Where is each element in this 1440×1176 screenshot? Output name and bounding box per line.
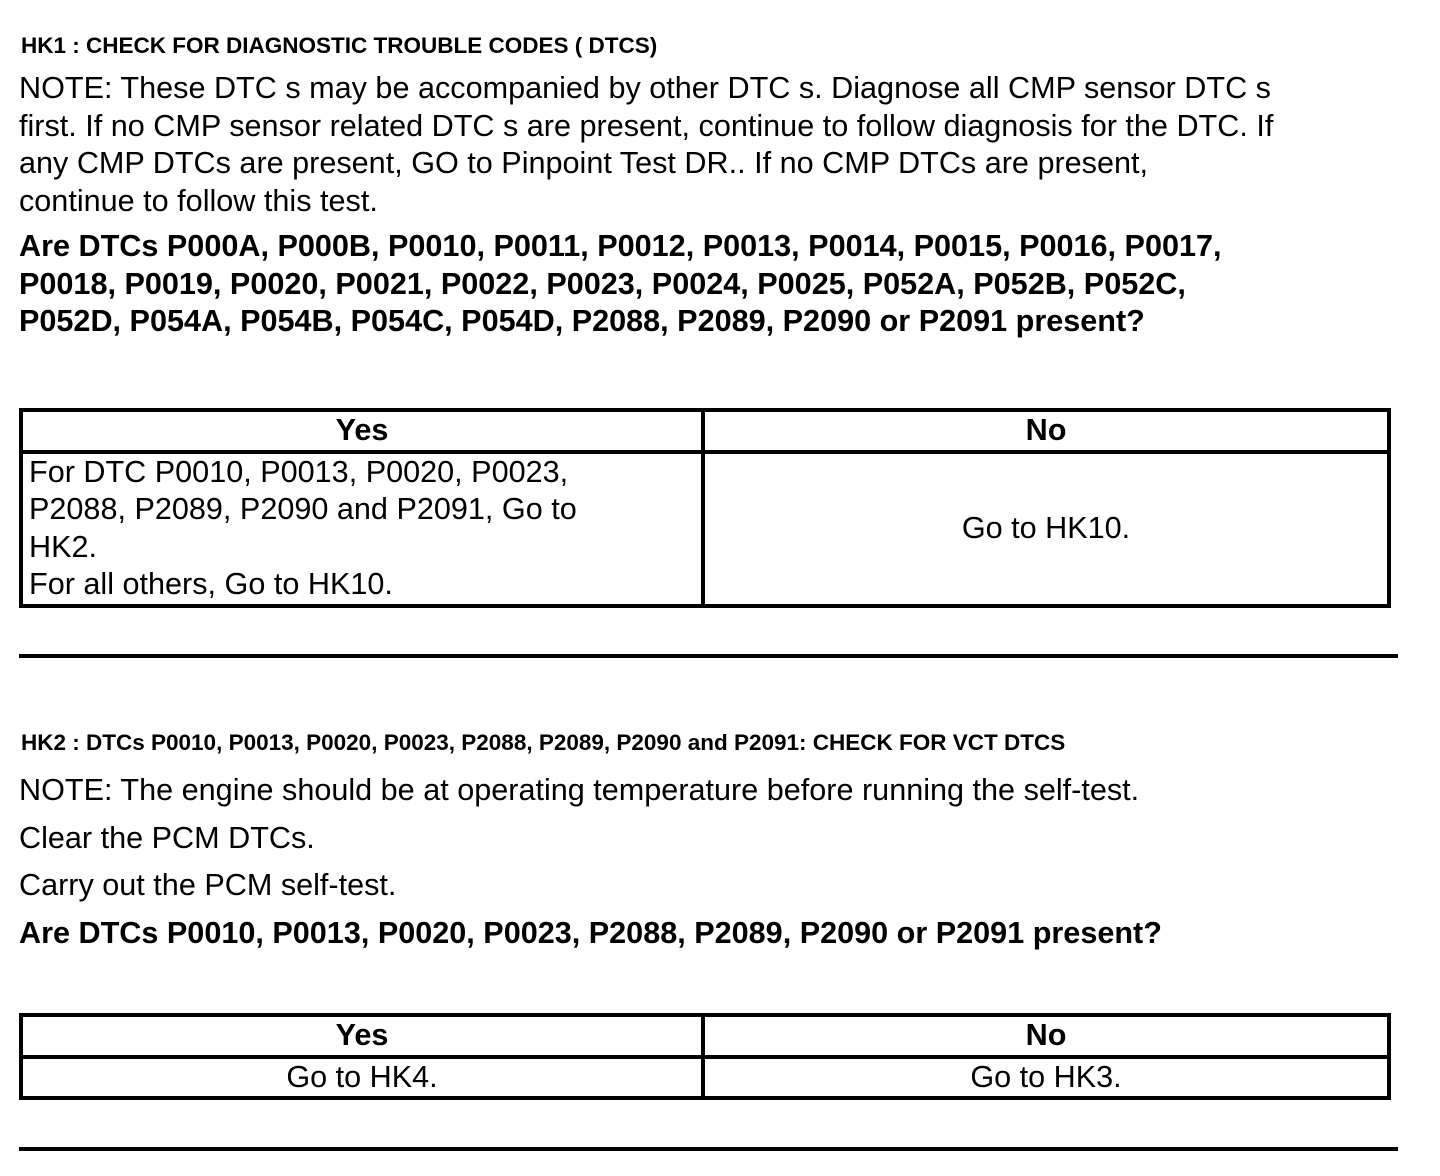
yes-no-table-hk2: [19, 1013, 1391, 1100]
yes-cell: Go to HK4.: [21, 1057, 703, 1099]
question-hk1: [19, 228, 1399, 341]
table-row: [21, 452, 1389, 606]
note-line: first. If no CMP sensor related DTC s are present, continue to follow diagnosis for the DTC. If: [19, 108, 1274, 143]
table-header-row: [21, 410, 1389, 452]
question-line: Are DTCs P000A, P000B, P0010, P0011, P0012, P0013, P0014, P0015, P0016, P0017,: [19, 229, 1222, 263]
no-header: No: [703, 1015, 1389, 1057]
yes-cell-line: P2088, P2089, P2090 and P2091, Go to: [29, 492, 577, 526]
instruction-line: Clear the PCM DTCs.: [19, 820, 315, 855]
step-hk2: [19, 727, 1399, 952]
no-cell: Go to HK10.: [703, 452, 1389, 606]
yes-cell-line: For all others, Go to HK10.: [29, 567, 393, 601]
yes-header: Yes: [21, 1015, 703, 1057]
yes-cell-line: For DTC P0010, P0013, P0020, P0023,: [29, 454, 569, 489]
no-cell: Go to HK3.: [703, 1057, 1389, 1099]
question-hk2: Are DTCs P0010, P0013, P0020, P0023, P2088, P2089, P2090 or P2091 present?: [19, 915, 1162, 950]
table-row: [21, 1057, 1389, 1099]
section-divider: [19, 654, 1398, 658]
section-divider: [19, 1147, 1398, 1151]
table-header-row: [21, 1015, 1389, 1057]
yes-header: Yes: [21, 410, 703, 452]
note-line: NOTE: These DTC s may be accompanied by other DTC s. Diagnose all CMP sensor DTC s: [19, 71, 1271, 105]
no-header: No: [703, 410, 1389, 452]
instruction-line: Carry out the PCM self-test.: [19, 868, 397, 902]
step-heading-hk1: HK1 : CHECK FOR DIAGNOSTIC TROUBLE CODES ( DTCS): [21, 33, 658, 58]
step-heading-hk2: HK2 : DTCs P0010, P0013, P0020, P0023, P2088, P2089, P2090 and P2091: CHECK FOR VCT DTCS: [21, 730, 1066, 755]
question-line: P052D, P054A, P054B, P054C, P054D, P2088, P2089, P2090 or P2091 present?: [19, 304, 1145, 338]
yes-cell: [21, 452, 703, 606]
question-line: P0018, P0019, P0020, P0021, P0022, P0023, P0024, P0025, P052A, P052B, P052C,: [19, 266, 1186, 301]
yes-no-table-hk1: [19, 408, 1391, 608]
note-line: any CMP DTCs are present, GO to Pinpoint Test DR.. If no CMP DTCs are present,: [19, 146, 1148, 180]
note-hk1: [19, 70, 1399, 220]
note-hk2: NOTE: The engine should be at operating temperature before running the self-test.: [19, 773, 1140, 807]
yes-cell-line: HK2.: [29, 529, 98, 564]
step-hk1: [19, 30, 1399, 341]
note-line: continue to follow this test.: [19, 183, 378, 218]
